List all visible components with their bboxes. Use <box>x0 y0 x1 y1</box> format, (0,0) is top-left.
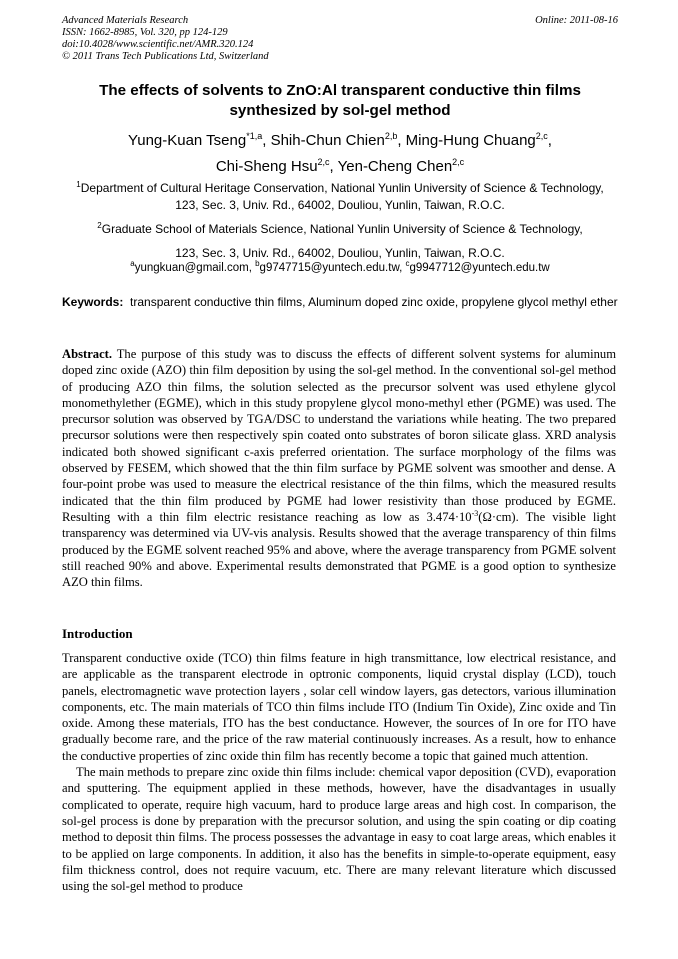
author-line-1 <box>62 128 618 154</box>
email-separator: , <box>399 262 406 274</box>
author-separator: , <box>547 132 552 149</box>
affiliation-2 <box>62 217 618 265</box>
affiliation-1-line-1 <box>62 180 618 197</box>
author-mark: 2,c <box>452 157 465 167</box>
author-name: Yung-Kuan Tseng <box>128 132 247 149</box>
author-mark: 2,b <box>384 131 398 141</box>
introduction-paragraph-2: The main methods to prepare zinc oxide thin films include: chemical vapor deposition (CVD), evaporation and sputtering. The equipment applied in these methods, however, have the disadvantages in usually complicated to operate, require high vacuum, hard to produce large areas and high cost. In comparison, the sol-gel process is done by preparation with the precursor solution, and using the spin coating or dip coating method to deposit thin films. The process possesses the advantage in easy to coat large areas, which enables it to be applied on large components. In addition, it also has the benefits in simple-to-operate equipment, easy film thickness control, does not require vacuum, etc. There are many relevant literature which discussed using the sol-gel method to produce <box>62 765 616 894</box>
author-mark: 2,c <box>535 131 548 141</box>
doi-line: doi:10.4028/www.scientific.net/AMR.320.124 <box>62 39 254 50</box>
title-line-1: The effects of solvents to ZnO:Al transparent conductive thin films <box>99 82 581 99</box>
email-separator: , <box>248 262 256 274</box>
copyright-line: © 2011 Trans Tech Publications Ltd, Switzerland <box>62 51 269 62</box>
affiliation-text: Department of Cultural Heritage Conservation, National Yunlin University of Science & Technology, <box>80 181 604 195</box>
email-mark: b <box>255 259 260 268</box>
email-address[interactable]: yungkuan@gmail.com <box>134 262 249 274</box>
affiliation-text: Graduate School of Materials Science, National Yunlin University of Science & Technology, <box>101 222 583 236</box>
journal-name: Advanced Materials Research <box>62 15 189 26</box>
introduction-body <box>62 650 616 894</box>
author-name: Shih-Chun Chien <box>270 132 385 149</box>
paper-title <box>62 81 618 121</box>
author-list <box>62 128 618 180</box>
keywords-label: Keywords: <box>62 295 124 309</box>
email-address[interactable]: g9947712@yuntech.edu.tw <box>409 262 550 274</box>
email-address[interactable]: g9747715@yuntech.edu.tw <box>259 262 400 274</box>
abstract-label: Abstract. <box>62 347 113 361</box>
author-separator: , <box>329 158 338 175</box>
abstract <box>62 346 616 590</box>
author-name: Yen-Cheng Chen <box>337 158 453 175</box>
author-separator: , <box>262 132 271 149</box>
author-name: Ming-Hung Chuang <box>405 132 536 149</box>
introduction-paragraph-1: Transparent conductive oxide (TCO) thin films feature in high transmittance, low electrical resistance, and are applicable as the transparent electrode in optronic components, liquid crystal display (LCD), touch panels, electromagnetic wave protection layers , solar cell window layers, gas detectors, various illumination components, etc. The main materials of TCO thin films include ITO (Indium Tin Oxide), Zinc oxide and Tin oxide. Among these materials, ITO has the best conductance. However, the sources of In ore for ITO have gradually become rare, and the price of the raw material continuously increases. As a result, how to enhance the conductive properties of zinc oxide thin film has recently become a topic that gained much attention. <box>62 651 616 763</box>
affiliation-1-line-2: 123, Sec. 3, Univ. Rd., 64002, Douliou, Yunlin, Taiwan, R.O.C. <box>175 198 505 212</box>
email-mark: a <box>130 259 135 268</box>
affiliation-2-line-2: 123, Sec. 3, Univ. Rd., 64002, Douliou, Yunlin, Taiwan, R.O.C. <box>175 246 505 260</box>
affiliation-2-line-1 <box>62 217 618 241</box>
issn-line: ISSN: 1662-8985, Vol. 320, pp 124-129 <box>62 27 228 38</box>
abstract-text-part-1: The purpose of this study was to discuss the effects of different solvent systems for aluminum doped zinc oxide (AZO) thin film deposition by using the sol-gel method. In the conventional sol-gel method of producing AZO thin films, the solution selected as the precursor solvent was used ethylene glycol monomethylether (EGME), which in this study propylene glycol mono-methyl ether (PGME) was used. The precursor solution was observed by TGA/DSC to understand the variations while heating. The two prepared precursor solutions were then respectively spin coated onto substrates of boron silicate glass. XRD analysis indicated both showed significant c-axis preferred orientation. The surface morphology of the films was observed by FESEM, which showed that the thin film surface by PGME solvent was smoother and dense. A four-point probe was used to measure the electrical resistance of the thin films, which the measured results indicated that the thin film produced by PGME had lower resistivity than those produced by EGME. Resulting with a thin film electric resistance reaching as low as 3.474·10 <box>62 347 617 524</box>
email-mark: c <box>405 259 410 268</box>
online-date: Online: 2011-08-16 <box>535 15 618 26</box>
author-separator: , <box>397 132 406 149</box>
author-line-2 <box>62 154 618 180</box>
keywords <box>62 294 618 310</box>
email-list <box>62 260 618 276</box>
author-name: Chi-Sheng Hsu <box>215 158 318 175</box>
author-mark: *1,a <box>246 131 263 141</box>
running-header <box>62 15 618 63</box>
author-mark: 2,c <box>317 157 330 167</box>
title-line-2: synthesized by sol-gel method <box>229 102 451 119</box>
affiliation-mark: 2 <box>97 221 102 230</box>
introduction-heading: Introduction <box>62 626 133 641</box>
abstract-text-part-2: (Ω·cm). The visible light transparency was determined via UV-vis analysis. Results showed that the average transparency of thin films produced by the EGME solvent reached 95% and above, where the average transparency from PGME solvent still reached 90% and above. Experimental results demonstrated that PGME is a good option to synthesize AZO thin films. <box>62 509 616 590</box>
keywords-text: transparent conductive thin films, Aluminum doped zinc oxide, propylene glycol methyl ether <box>130 295 618 309</box>
affiliation-mark: 1 <box>76 180 81 189</box>
abstract-exponent: -3 <box>471 508 479 518</box>
affiliation-1 <box>62 180 618 214</box>
